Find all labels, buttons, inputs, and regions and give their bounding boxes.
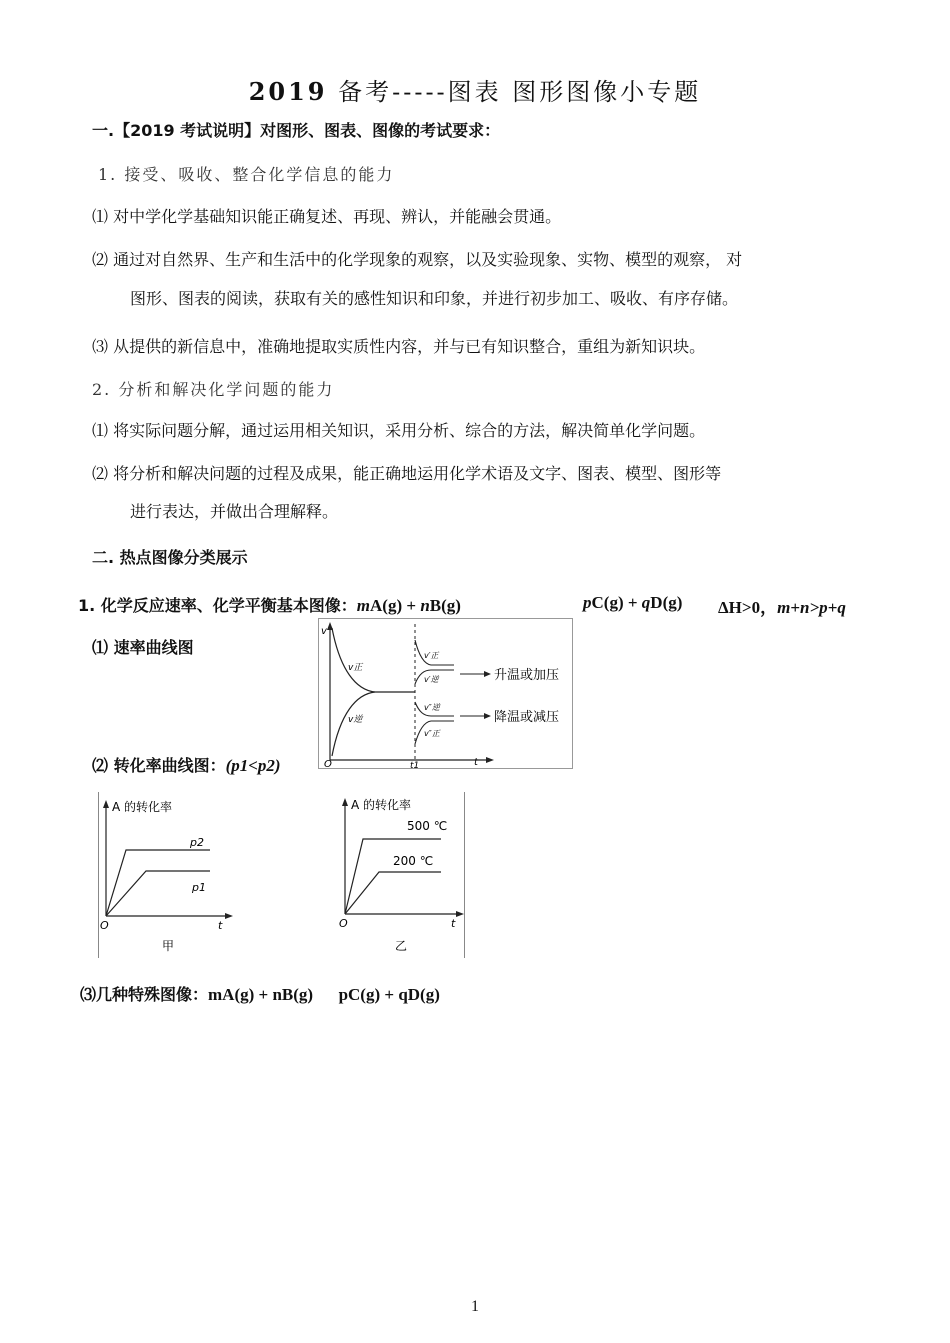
x-axis-arrow: [456, 911, 464, 917]
x-axis-label: t: [451, 917, 456, 930]
x-axis-label: t: [474, 757, 478, 768]
origin-label: O: [100, 919, 109, 932]
item1: ⑴ 对中学化学基础知识能正确复述、再现、辨认，并能融会贯通。: [92, 207, 562, 226]
conversion-chart-yi: [337, 792, 469, 958]
topic1-label: 1. 化学反应速率、化学平衡基本图像：: [78, 596, 357, 615]
sub2-heading: ⑵ 转化率曲线图：(p1<p2): [92, 756, 281, 775]
y-axis-label: A 的转化率: [112, 800, 173, 814]
y-axis-label: v: [321, 626, 327, 637]
v1-reverse-label: v′逆: [424, 675, 439, 684]
page-title: [0, 72, 950, 107]
page-number: 1: [471, 1298, 479, 1315]
item2-line2: 图形、图表的阅读，获取有关的感性知识和印象，并进行初步加工、吸收、有序存储。: [130, 289, 739, 308]
y-axis-label: A 的转化率: [351, 798, 412, 812]
title-text: 备考-----图表 图形图像小专题: [338, 78, 702, 106]
x-axis-arrow: [225, 913, 233, 919]
origin-label: O: [339, 917, 348, 930]
item2-line1: ⑵ 通过对自然界、生产和生活中的化学现象的观察，以及实验现象、实物、模型的观察， 对: [92, 250, 743, 269]
sub3-heading: ⑶几种特殊图像：mA(g) + nB(g) pC(g) + qD(g): [80, 985, 440, 1004]
section1-heading: 一.【2019 考试说明】对图形、图表、图像的考试要求：: [92, 121, 501, 140]
series-200-label: 200 ℃: [393, 854, 434, 868]
item3: ⑶ 从提供的新信息中，准确地提取实质性内容，并与已有知识整合，重组为新知识块。: [92, 337, 706, 356]
curve-200: [345, 872, 441, 914]
item5-line2: 进行表达，并做出合理解释。: [130, 502, 339, 521]
v1-forward-label: v′正: [424, 651, 439, 660]
topic1-heading: [78, 593, 461, 616]
chart-frame: [319, 619, 573, 769]
item4: ⑴ 将实际问题分解，通过运用相关知识，采用分析、综合的方法，解决简单化学问题。: [92, 421, 706, 440]
series-p2-label: p2: [190, 836, 204, 849]
ability2-heading: 2. 分析和解决化学问题的能力: [92, 380, 335, 399]
label-heat-or-pressurize: 升温或加压: [494, 668, 560, 683]
origin-label: O: [324, 759, 332, 770]
item5-line1: ⑵ 将分析和解决问题的过程及成果，能正确地运用化学术语及文字、图表、模型、图形等: [92, 464, 722, 483]
reaction-right: pC(g) + qD(g): [583, 593, 683, 612]
caption-yi: 乙: [395, 939, 408, 953]
title-year: 2019: [248, 77, 328, 106]
y-axis-arrow: [342, 798, 348, 806]
reaction-condition: ΔH>0，m+n>p+q: [718, 598, 846, 617]
rate-curve-chart: [318, 618, 574, 770]
section2-heading: 二. 热点图像分类展示: [92, 548, 248, 567]
ability1-heading: 1. 接受、吸收、整合化学信息的能力: [98, 165, 395, 184]
series-500-label: 500 ℃: [407, 819, 448, 833]
conversion-chart-jia: [98, 792, 238, 958]
caption-jia: 甲: [162, 939, 175, 953]
label-cool-or-depressurize: 降温或减压: [494, 710, 560, 725]
series-p1-label: p1: [192, 881, 206, 894]
curve-500: [345, 839, 441, 914]
v2-reverse-label: v″逆: [424, 703, 440, 712]
v-reverse-label: v逆: [348, 715, 363, 725]
t1-label: t1: [410, 761, 420, 770]
reaction-left: mA(g) + nB(g): [356, 596, 461, 615]
y-axis-arrow: [103, 800, 109, 808]
sub1-heading: ⑴ 速率曲线图: [92, 638, 194, 657]
v2-forward-label: v″正: [424, 729, 440, 738]
v-forward-label: v正: [348, 663, 363, 673]
x-axis-label: t: [218, 919, 223, 932]
